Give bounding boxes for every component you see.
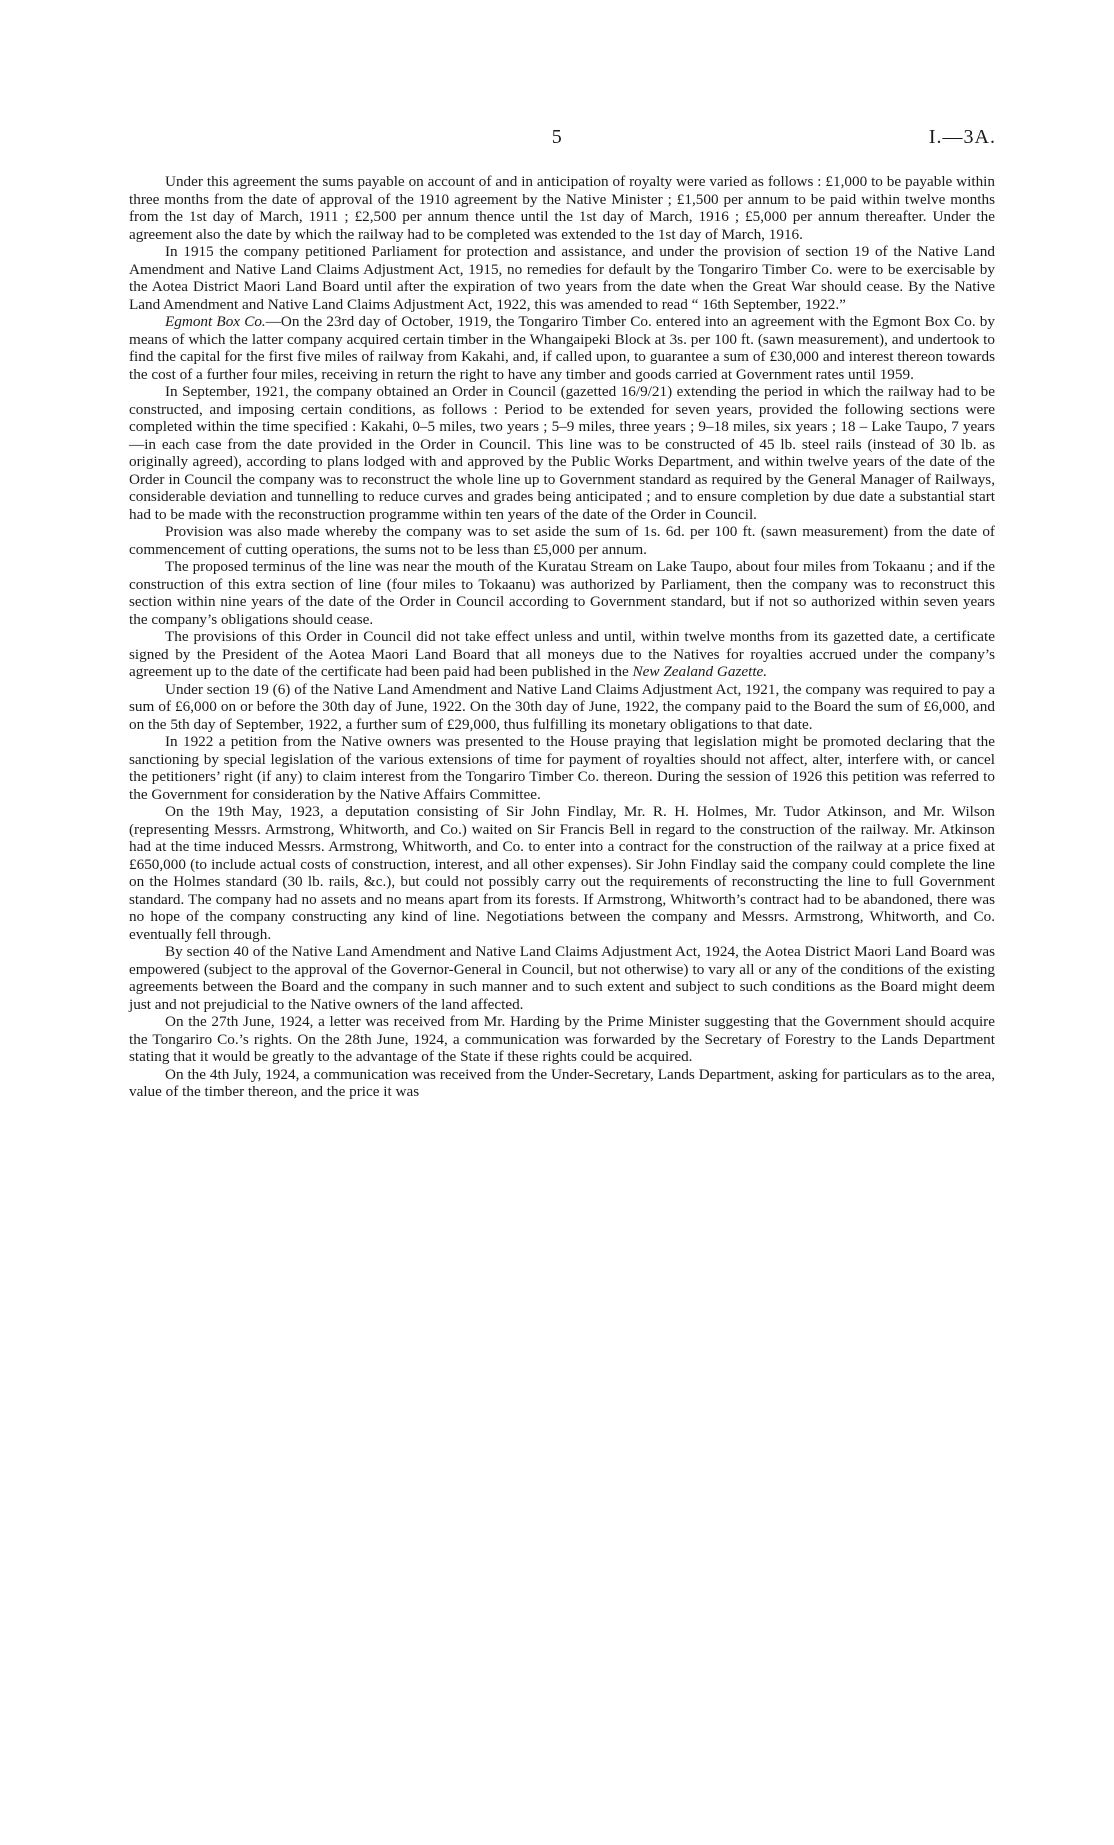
paragraph: In 1915 the company petitioned Parliament for protection and assistance, and under the provision of section 19 of the Native Land Amendment and Native Land Claims Adjustment Act, 1915, no remedies for default by the Tongariro Timber Co. were to be exercisable by the Aotea District Maori Land Board until after the expiration of two years from the date when the Great War should cease. By the Native Land Amendment and Native Land Claims Adjustment Act, 1922, this was amended to read “ 16th September, 1922.” xyxy=(129,243,995,313)
paragraph: Under section 19 (6) of the Native Land Amendment and Native Land Claims Adjustment Act, 1921, the company was required to pay a sum of £6,000 on or before the 30th day of June, 1922. On the 30th day of June, 1922, the company paid to the Board the sum of £6,000, and on the 5th day of September, 1922, a further sum of £29,000, thus fulfilling its monetary obligations to that date. xyxy=(129,680,995,733)
document-reference: I.—3A. xyxy=(928,126,996,148)
gazette-title-italic: New Zealand Gazette. xyxy=(632,663,768,680)
paragraph xyxy=(129,628,995,681)
paragraph: In 1922 a petition from the Native owners was presented to the House praying that legislation might be promoted declaring that the sanctioning by special legislation of the various extensions of time for payment of royalties should not affect, alter, interfere with, or cancel the petitioners’ right (if any) to claim interest from the Tongariro Timber Co. thereon. During the session of 1926 this petition was referred to the Government for consideration by the Native Affairs Committee. xyxy=(129,733,995,803)
paragraph: Provision was also made whereby the company was to set aside the sum of 1s. 6d. per 100 ft. (sawn measurement) from the date of commencement of cutting operations, the sums not to be less than £5,000 per annum. xyxy=(129,523,995,558)
paragraph: By section 40 of the Native Land Amendment and Native Land Claims Adjustment Act, 1924, the Aotea District Maori Land Board was empowered (subject to the approval of the Governor-General in Council, but not otherwise) to vary all or any of the conditions of the existing agreements between the Board and the company in such manner and to such extent and subject to such conditions as the Board might deem just and not prejudicial to the Native owners of the land affected. xyxy=(129,943,995,1013)
paragraph xyxy=(129,313,995,383)
page-number: 5 xyxy=(551,126,563,148)
paragraph: On the 4th July, 1924, a communication was received from the Under-Secretary, Lands Department, asking for particulars as to the area, value of the timber thereon, and the price it was xyxy=(129,1065,995,1100)
paragraph: In September, 1921, the company obtained an Order in Council (gazetted 16/9/21) extending the period in which the railway had to be constructed, and imposing certain conditions, as follows : Period to be extended for seven years, provided the following sections were completed within the time specified : Kakahi, 0–5 miles, two years ; 5–9 miles, three years ; 9–18 miles, six years ; 18 – Lake Taupo, 7 years—in each case from the date provided in the Order in Council. This line was to be constructed of 45 lb. steel rails (instead of 30 lb. as originally agreed), according to plans lodged with and approved by the Public Works Department, and within twelve years of the date of the Order in Council the company was to reconstruct the whole line up to Government standard as required by the General Manager of Railways, considerable deviation and tunnelling to reduce curves and grades being anticipated ; and to ensure completion by due date a substantial start had to be made with the reconstruction programme within ten years of the date of the Order in Council. xyxy=(129,383,995,523)
paragraph-lead-italic: Egmont Box Co. xyxy=(165,313,266,330)
paragraph: The proposed terminus of the line was near the mouth of the Kuratau Stream on Lake Taupo, about four miles from Tokaanu ; and if the construction of this extra section of line (four miles to Tokaanu) was authorized by Parliament, then the company was to reconstruct this section within nine years of the date of the Order in Council according to Government standard, but if not so authorized within seven years the company’s obligations should cease. xyxy=(129,558,995,628)
paragraph: On the 27th June, 1924, a letter was received from Mr. Harding by the Prime Minister suggesting that the Government should acquire the Tongariro Co.’s rights. On the 28th June, 1924, a communication was forwarded by the Secretary of Forestry to the Lands Department stating that it would be greatly to the advantage of the State if these rights could be acquired. xyxy=(129,1013,995,1065)
paragraph-text: —On the 23rd day of October, 1919, the Tongariro Timber Co. entered into an agreement with the Egmont Box Co. by means of which the latter company acquired certain timber in the Whangaipeki Block at 3s. per 100 ft. (sawn measurement), and undertook to find the capital for the first five miles of railway from Kakahi, and, if called upon, to guarantee a sum of £30,000 and interest thereon towards the cost of a further four miles, receiving in return the right to have any timber and goods carried at Government rates until 1959. xyxy=(129,313,995,383)
paragraph: On the 19th May, 1923, a deputation consisting of Sir John Findlay, Mr. R. H. Holmes, Mr. Tudor Atkinson, and Mr. Wilson (representing Messrs. Armstrong, Whitworth, and Co.) waited on Sir Francis Bell in regard to the construction of the railway. Mr. Atkinson had at the time induced Messrs. Armstrong, Whitworth, and Co. to enter into a contract for the construction of the railway at a price fixed at £650,000 (to include actual costs of construction, interest, and all other expenses). Sir John Findlay said the company could complete the line on the Holmes standard (30 lb. rails, &c.), but could not possibly carry out the requirements of reconstructing the line to full Government standard. The company had no assets and no means apart from its forests. If Armstrong, Whitworth’s contract had to be abandoned, there was no hope of the company constructing any kind of line. Negotiations between the company and Messrs. Armstrong, Whitworth, and Co. eventually fell through. xyxy=(129,803,995,943)
body-text xyxy=(129,173,995,1101)
paragraph: Under this agreement the sums payable on account of and in anticipation of royalty were varied as follows : £1,000 to be payable within three months from the date of approval of the 1910 agreement by the Native Minister ; £1,500 per annum to be paid within twelve months from the 1st day of March, 1911 ; £2,500 per annum thence until the 1st day of March, 1916 ; £5,000 per annum thereafter. Under the agreement also the date by which the railway had to be completed was extended to the 1st day of March, 1916. xyxy=(129,173,995,243)
paragraph-text: The provisions of this Order in Council did not take effect unless and until, within twelve months from its gazetted date, a certificate signed by the President of the Aotea Maori Land Board that all moneys due to the Natives for royalties accrued under the company’s agreement up to the date of the certificate had been paid had been published in the xyxy=(129,628,995,680)
